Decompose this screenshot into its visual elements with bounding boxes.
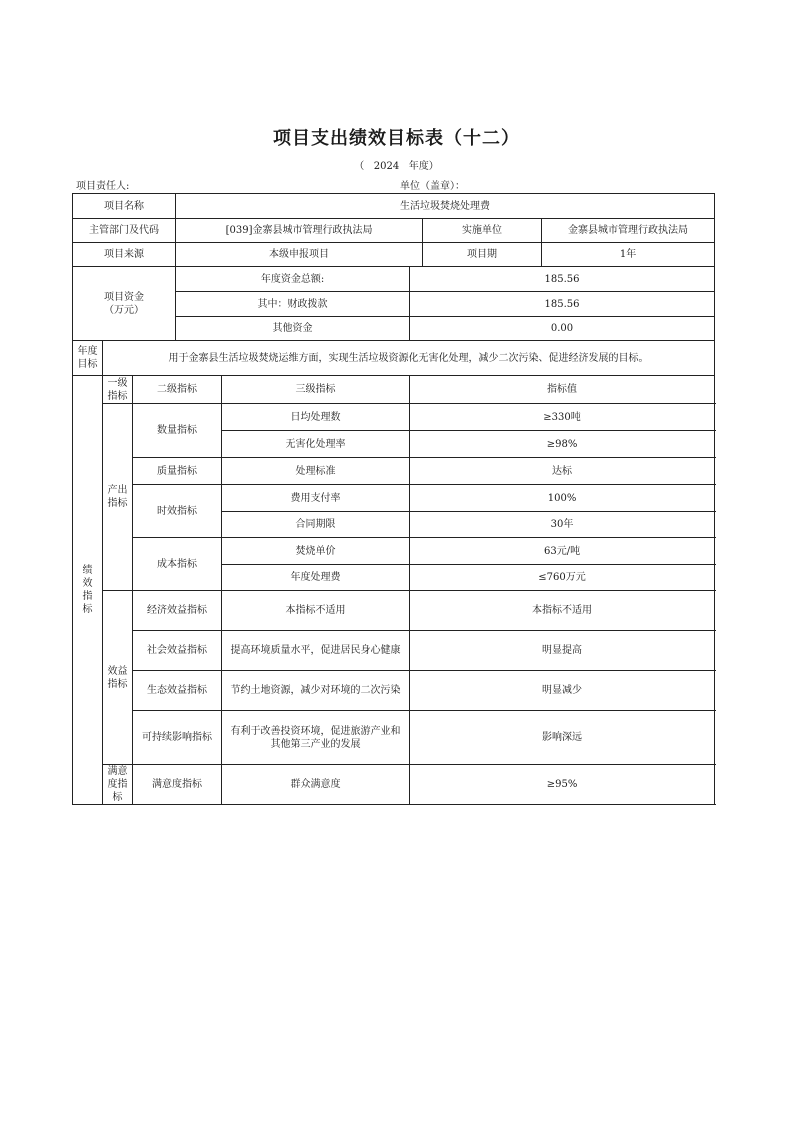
annual-goal-label: [73, 341, 103, 376]
social-benefit-label: 社会效益指标: [133, 631, 222, 671]
harmless-rate-value: ≥98%: [410, 431, 715, 458]
sustainable-impact-line2: 其他第三产业的发展: [270, 738, 361, 750]
social-benefit-indicator: 提高环境质量水平，促进居民身心健康: [222, 631, 410, 671]
annual-fee-value: ≤760万元: [410, 565, 715, 591]
unit-price-value: 63元/吨: [410, 538, 715, 565]
perf-char-4: 标: [82, 604, 93, 615]
project-source-label: 项目来源: [73, 243, 176, 267]
daily-capacity-label: 日均处理数: [222, 404, 410, 431]
level1-header-line1: 一级: [107, 377, 128, 389]
output-indicator-label: [103, 404, 133, 591]
sustainable-impact-label: 可持续影响指标: [133, 711, 222, 765]
perf-char-1: 绩: [82, 565, 93, 576]
project-name-value: 生活垃圾焚烧处理费: [176, 194, 715, 219]
satisfaction-level2-label: 满意度指标: [133, 765, 222, 805]
daily-capacity-value: ≥330吨: [410, 404, 715, 431]
other-funds-value: 0.00: [410, 317, 715, 341]
sustainable-impact-indicator: [222, 711, 410, 765]
level1-header: [103, 376, 133, 404]
contract-term-value: 30年: [410, 512, 715, 538]
project-funds-label: [73, 267, 176, 341]
sustainable-impact-value: 影响深远: [410, 711, 715, 765]
indicator-value-header: 指标值: [410, 376, 715, 404]
ecological-benefit-indicator: 节约土地资源，减少对环境的二次污染: [222, 671, 410, 711]
fiscal-allocation-value: 185.56: [410, 292, 715, 317]
perf-char-2: 效: [82, 578, 93, 589]
project-source-value: 本级申报项目: [176, 243, 423, 267]
harmless-rate-label: 无害化处理率: [222, 431, 410, 458]
benefit-label-line1: 效益: [107, 665, 128, 677]
perf-char-3: 指: [82, 591, 93, 602]
satisfaction-label-line1: 满意: [107, 766, 128, 777]
satisfaction-label-line2: 度指: [107, 779, 128, 790]
fiscal-year: （ 2024 年度）: [354, 161, 439, 172]
performance-target-table: [72, 193, 715, 805]
output-label-line2: 指标: [107, 498, 128, 509]
timeliness-indicator-label: 时效指标: [133, 485, 222, 538]
project-funds-label-line2: （万元）: [104, 304, 145, 316]
payment-rate-value: 100%: [410, 485, 715, 512]
quality-indicator-label: 质量指标: [133, 458, 222, 485]
treatment-standard-value: 达标: [410, 458, 715, 485]
unit-price-label: 焚烧单价: [222, 538, 410, 565]
ecological-benefit-value: 明显减少: [410, 671, 715, 711]
contract-term-label: 合同期限: [222, 512, 410, 538]
page-title: 项目支出绩效目标表（十二）: [273, 128, 520, 149]
level1-header-line2: 指标: [107, 390, 128, 402]
level2-header: 二级指标: [133, 376, 222, 404]
annual-total-value: 185.56: [410, 267, 715, 292]
annual-goal-text: 用于金寨县生活垃圾焚烧运维方面，实现生活垃圾资源化无害化处理，减少二次污染、促进经济发展的目标。: [103, 341, 715, 376]
sustainable-impact-line1: 有利于改善投资环境，促进旅游产业和: [230, 725, 401, 737]
economic-benefit-indicator: 本指标不适用: [222, 591, 410, 631]
department-value: [039]金寨县城市管理行政执法局: [176, 219, 423, 243]
public-satisfaction-value: ≥95%: [410, 765, 715, 805]
annual-fee-label: 年度处理费: [222, 565, 410, 591]
project-name-label: 项目名称: [73, 194, 176, 219]
satisfaction-indicator-label: [103, 765, 133, 805]
economic-benefit-label: 经济效益指标: [133, 591, 222, 631]
output-label-line1: 产出: [107, 485, 128, 496]
implementing-unit-value: 金寨县城市管理行政执法局: [542, 219, 715, 243]
satisfaction-label-line3: 标: [112, 792, 123, 803]
level3-header: 三级指标: [222, 376, 410, 404]
fiscal-allocation-label: 其中：财政拨款: [176, 292, 410, 317]
annual-goal-label-line1: 年度: [77, 346, 98, 357]
department-label: 主管部门及代码: [73, 219, 176, 243]
unit-seal-label: 单位（盖章）：: [400, 181, 465, 192]
quantity-indicator-label: 数量指标: [133, 404, 222, 458]
performance-indicator-label: [73, 376, 103, 805]
social-benefit-value: 明显提高: [410, 631, 715, 671]
annual-goal-label-line2: 目标: [77, 359, 98, 370]
responsible-person-label: 项目责任人:: [76, 181, 130, 192]
payment-rate-label: 费用支付率: [222, 485, 410, 512]
public-satisfaction-label: 群众满意度: [222, 765, 410, 805]
project-period-label: 项目期: [423, 243, 542, 267]
project-funds-label-line1: 项目资金: [104, 291, 145, 303]
ecological-benefit-label: 生态效益指标: [133, 671, 222, 711]
cost-indicator-label: 成本指标: [133, 538, 222, 591]
benefit-indicator-label: [103, 591, 133, 765]
implementing-unit-label: 实施单位: [423, 219, 542, 243]
benefit-label-line2: 指标: [107, 678, 128, 690]
economic-benefit-value: 本指标不适用: [410, 591, 715, 631]
treatment-standard-label: 处理标准: [222, 458, 410, 485]
annual-total-label: 年度资金总额:: [176, 267, 410, 292]
project-period-value: 1年: [542, 243, 715, 267]
other-funds-label: 其他资金: [176, 317, 410, 341]
